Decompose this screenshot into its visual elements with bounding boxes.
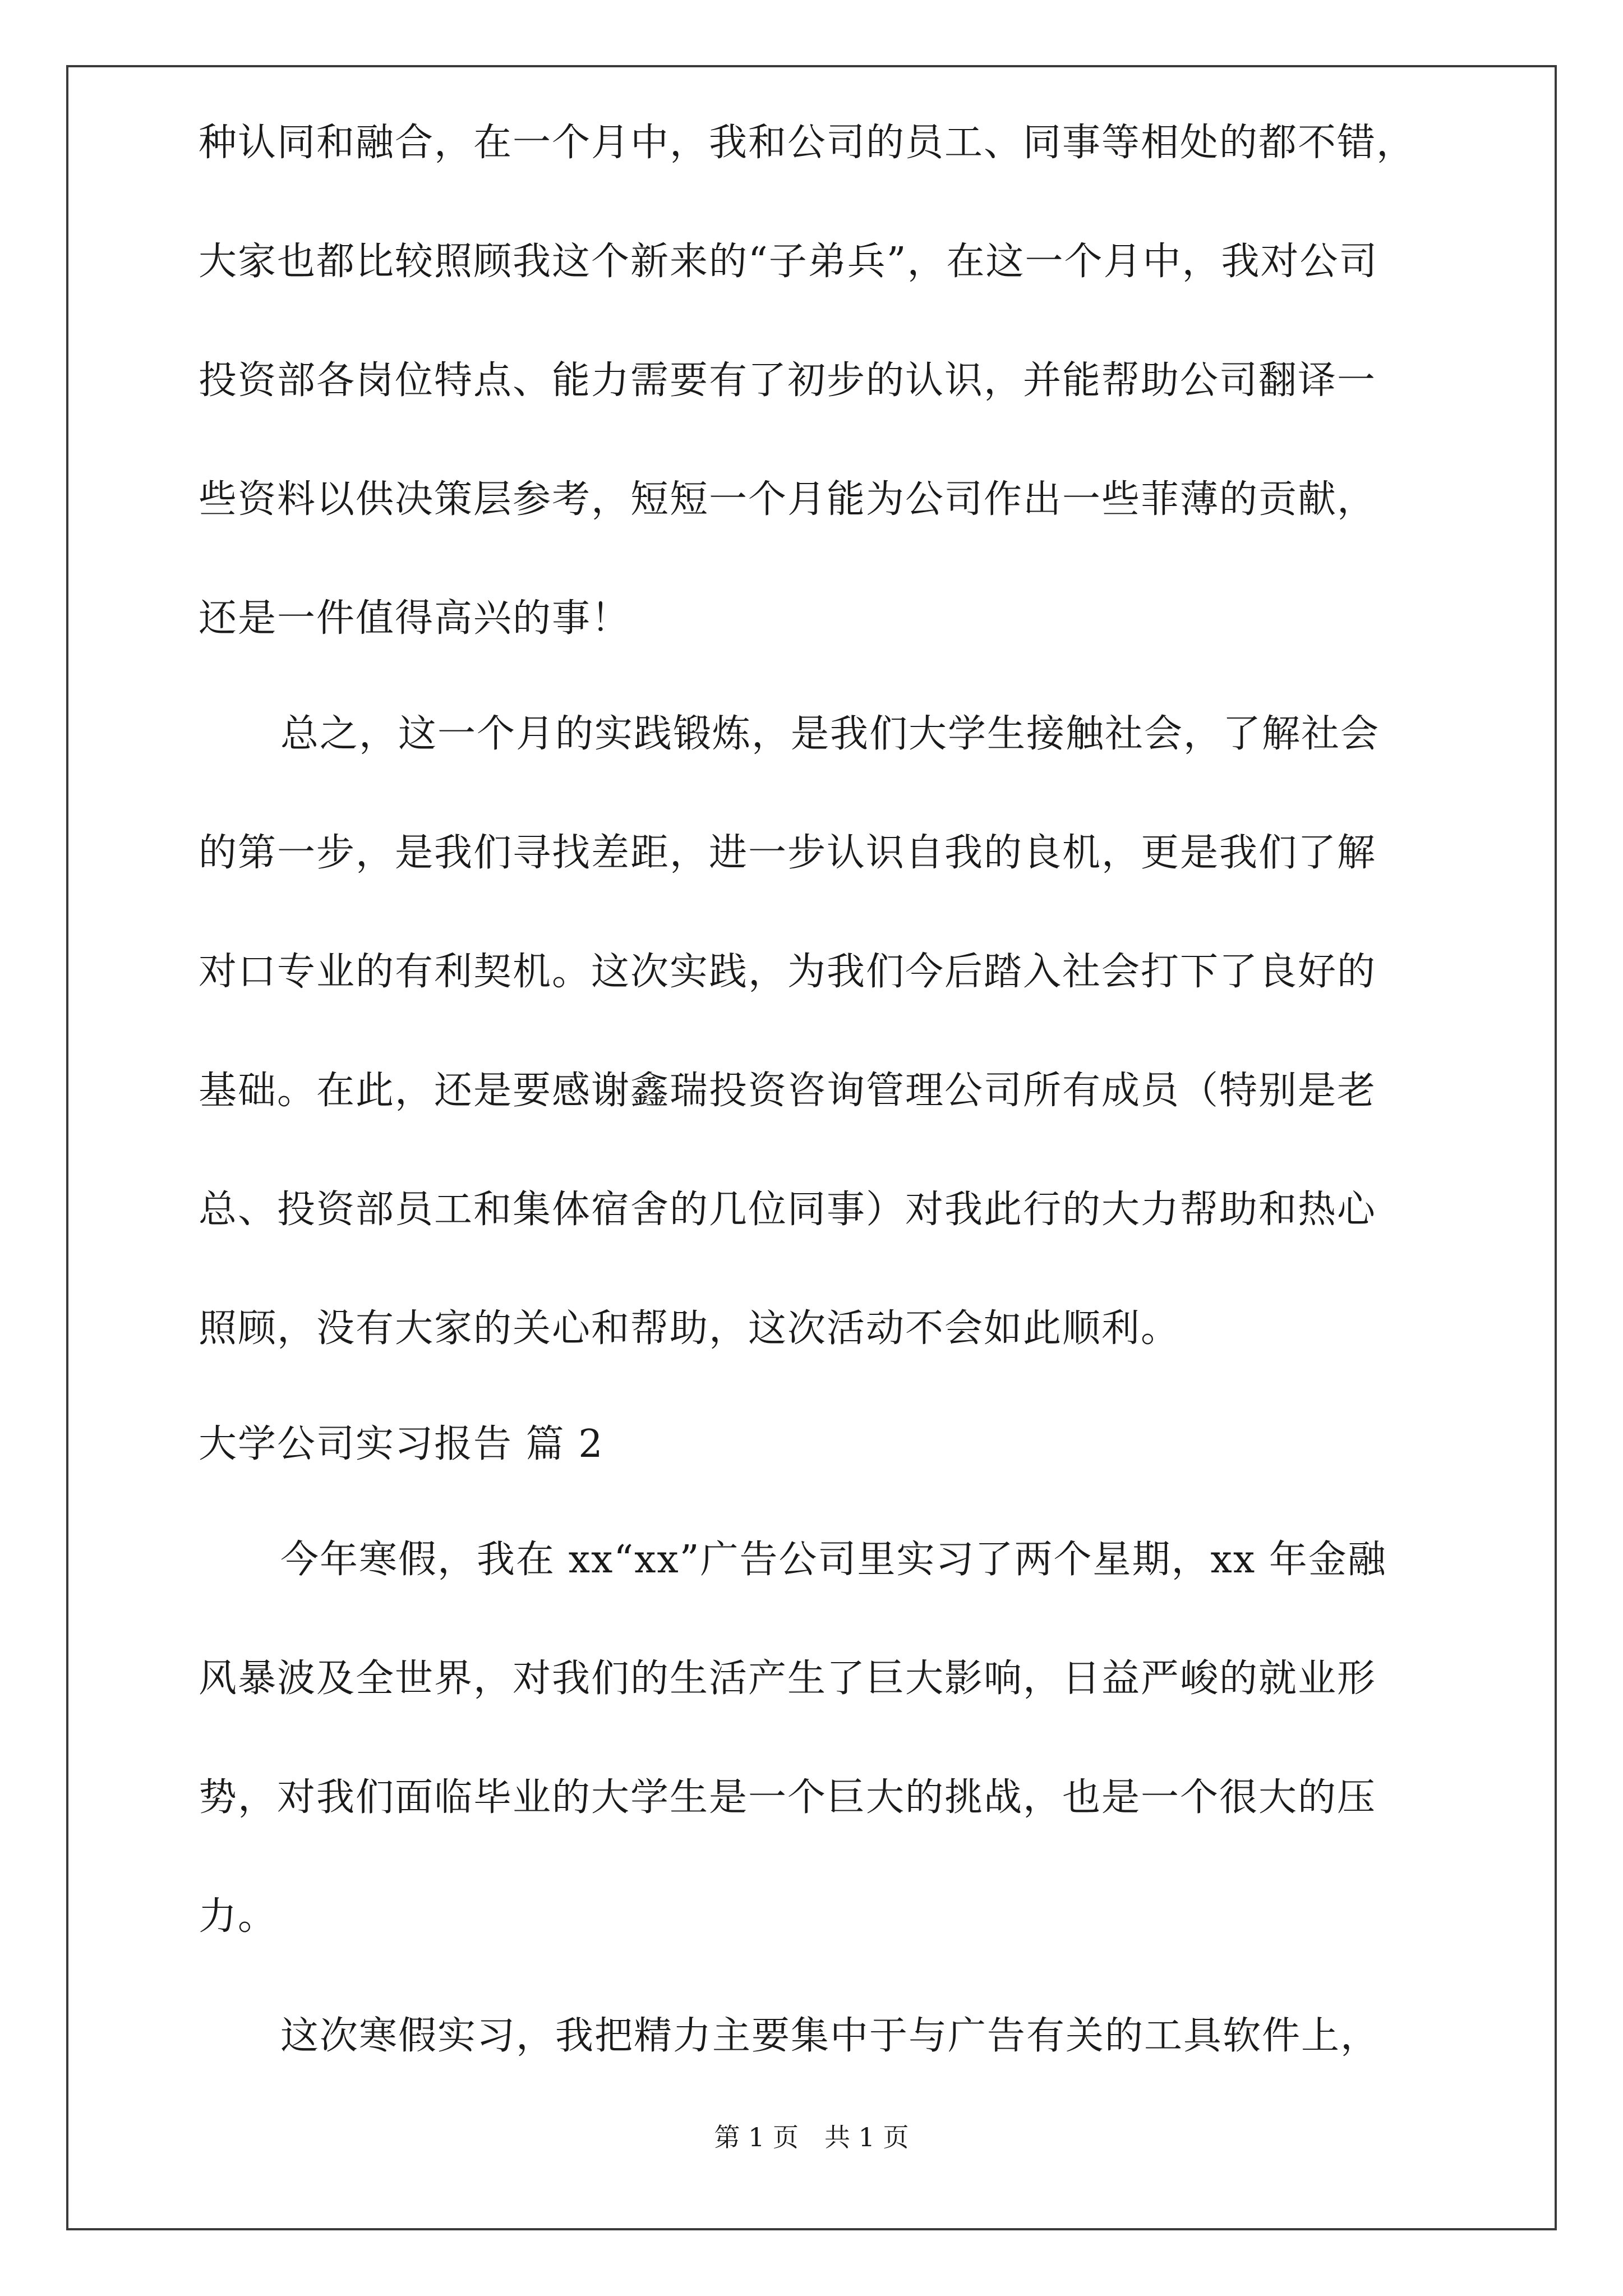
text-line: 的第一步，是我们寻找差距，进一步认识自我的良机，更是我们了解: [199, 831, 1377, 875]
text-line: 势，对我们面临毕业的大学生是一个巨大的挑战，也是一个很大的压: [199, 1775, 1377, 1820]
text-line: 风暴波及全世界，对我们的生活产生了巨大影响，日益严峻的就业形: [199, 1657, 1377, 1701]
text-line: 还是一件值得高兴的事！: [199, 596, 631, 641]
text-line: 总、投资部员工和集体宿舍的几位同事）对我此行的大力帮助和热心: [199, 1188, 1377, 1232]
page-number: 第 1 页: [714, 2122, 799, 2152]
text-line: 些资料以供决策层参考，短短一个月能为公司作出一些菲薄的贡献，: [199, 477, 1377, 522]
text-line: 大家也都比较照顾我这个新来的“子弟兵”，在这一个月中，我对公司: [199, 240, 1378, 284]
text-line: 力。: [199, 1894, 278, 1939]
text-line: 对口专业的有利契机。这次实践，为我们今后踏入社会打下了良好的: [199, 950, 1377, 994]
page-footer: [0, 2120, 1623, 2154]
paragraph-first-line: 这次寒假实习，我把精力主要集中于与广告有关的工具软件上，: [280, 2014, 1380, 2058]
text-line: 种认同和融合，在一个月中，我和公司的员工、同事等相处的都不错，: [199, 121, 1416, 165]
paragraph-first-line: 今年寒假，我在 xx“xx”广告公司里实习了两个星期，xx 年金融: [280, 1538, 1387, 1582]
section-heading: 大学公司实习报告 篇 2: [199, 1422, 604, 1466]
text-line: 照顾，没有大家的关心和帮助，这次活动不会如此顺利。: [199, 1306, 1181, 1351]
text-line: 投资部各岗位特点、能力需要有了初步的认识，并能帮助公司翻译一: [199, 358, 1377, 403]
page-total: 共 1 页: [824, 2122, 909, 2152]
paragraph-first-line: 总之，这一个月的实践锻炼，是我们大学生接触社会，了解社会: [280, 712, 1380, 756]
text-line: 基础。在此，还是要感谢鑫瑞投资咨询管理公司所有成员（特别是老: [199, 1069, 1377, 1113]
